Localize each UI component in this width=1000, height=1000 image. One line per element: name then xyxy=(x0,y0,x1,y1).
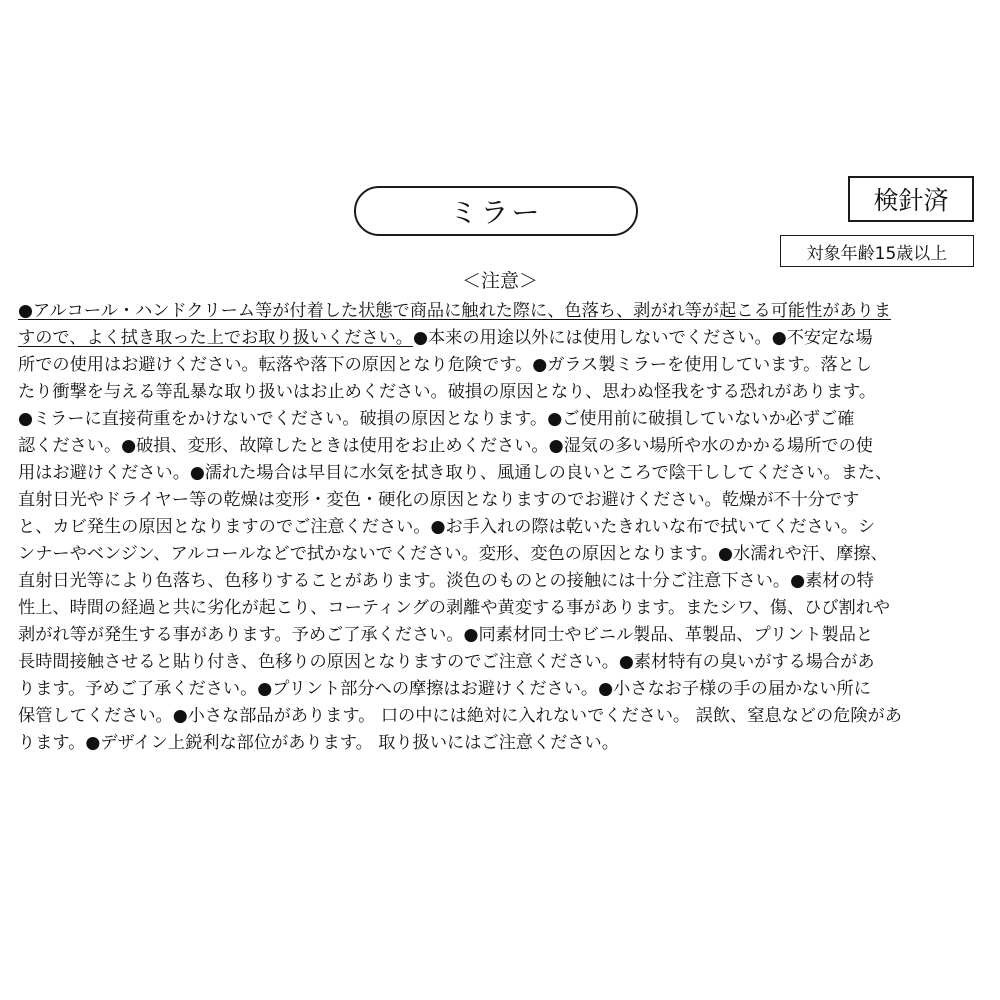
caution-line xyxy=(18,514,982,541)
inspected-stamp: 検針済 xyxy=(848,176,974,222)
caution-line-text: 性上、時間の経過と共に劣化が起こり、コーティングの剥離や黄変する事があります。またシワ、傷、ひび割れや xyxy=(18,598,891,618)
caution-line-text: 所での使用はお避けください。転落や落下の原因となり危険です。●ガラス製ミラーを使用しています。落とし xyxy=(18,355,872,375)
caution-line xyxy=(18,325,982,352)
caution-line-text: ンナーやベンジン、アルコールなどで拭かないでください。変形、変色の原因となります。●水濡れや汗、摩擦、 xyxy=(18,544,888,564)
caution-line xyxy=(18,568,982,595)
product-title: ミラー xyxy=(449,196,543,229)
age-label: 対象年齢15歳以上 xyxy=(780,235,974,267)
caution-line-underlined: すので、よく拭き取った上でお取り扱いください。 xyxy=(18,328,413,348)
caution-line xyxy=(18,541,982,568)
caution-line xyxy=(18,406,982,433)
caution-line xyxy=(18,379,982,406)
caution-line xyxy=(18,487,982,514)
caution-line-underlined: ●アルコール・ハンドクリーム等が付着した状態で商品に触れた際に、色落ち、剥がれ等が起こる可能性がありま xyxy=(18,301,892,321)
caution-line xyxy=(18,703,982,730)
caution-line-text: 保管してください。●小さな部品があります。 口の中には絶対に入れないでください。 誤飲、窒息などの危険があ xyxy=(18,706,902,726)
caution-line xyxy=(18,595,982,622)
caution-line-text: ●ミラーに直接荷重をかけないでください。破損の原因となります。●ご使用前に破損していないか必ずご確 xyxy=(18,409,855,429)
caution-line-text: ります。予めご了承ください。●プリント部分への摩擦はお避けください。●小さなお子様の手の届かない所に xyxy=(18,679,871,699)
caution-line xyxy=(18,298,982,325)
product-title-pill xyxy=(354,186,638,236)
caution-line-text: 剥がれ等が発生する事があります。予めご了承ください。●同素材同士やビニル製品、革製品、プリント製品と xyxy=(18,625,874,645)
caution-line-text: 直射日光やドライヤー等の乾燥は変形・変色・硬化の原因となりますのでお避けください。乾燥が不十分です xyxy=(18,490,860,510)
caution-line xyxy=(18,622,982,649)
caution-line-text: 認ください。●破損、変形、故障したときは使用をお止めください。●湿気の多い場所や水のかかる場所での使 xyxy=(18,436,873,456)
caution-line xyxy=(18,352,982,379)
caution-heading: ＜注意＞ xyxy=(461,270,538,292)
caution-line xyxy=(18,433,982,460)
caution-line-text: 用はお避けください。●濡れた場合は早目に水気を拭き取り、風通しの良いところで陰干ししてください。また、 xyxy=(18,463,893,483)
caution-line xyxy=(18,649,982,676)
caution-line-text: ります。●デザイン上鋭利な部位があります。 取り扱いにはご注意ください。 xyxy=(18,733,619,753)
caution-line xyxy=(18,730,982,757)
caution-line-text: 長時間接触させると貼り付き、色移りの原因となりますのでご注意ください。●素材特有の臭いがする場合があ xyxy=(18,652,875,672)
caution-line-text: と、カビ発生の原因となりますのでご注意ください。●お手入れの際は乾いたきれいな布で拭いてください。シ xyxy=(18,517,876,537)
caution-line-text: ●本来の用途以外には使用しないでください。●不安定な場 xyxy=(412,328,873,348)
caution-line-text: 直射日光等により色落ち、色移りすることがあります。淡色のものとの接触には十分ご注意下さい。●素材の特 xyxy=(18,571,874,591)
caution-line xyxy=(18,460,982,487)
caution-line xyxy=(18,676,982,703)
caution-body xyxy=(18,298,982,757)
caution-line-text: たり衝撃を与える等乱暴な取り扱いはお止めください。破損の原因となり、思わぬ怪我をする恐れがあります。 xyxy=(18,382,877,402)
